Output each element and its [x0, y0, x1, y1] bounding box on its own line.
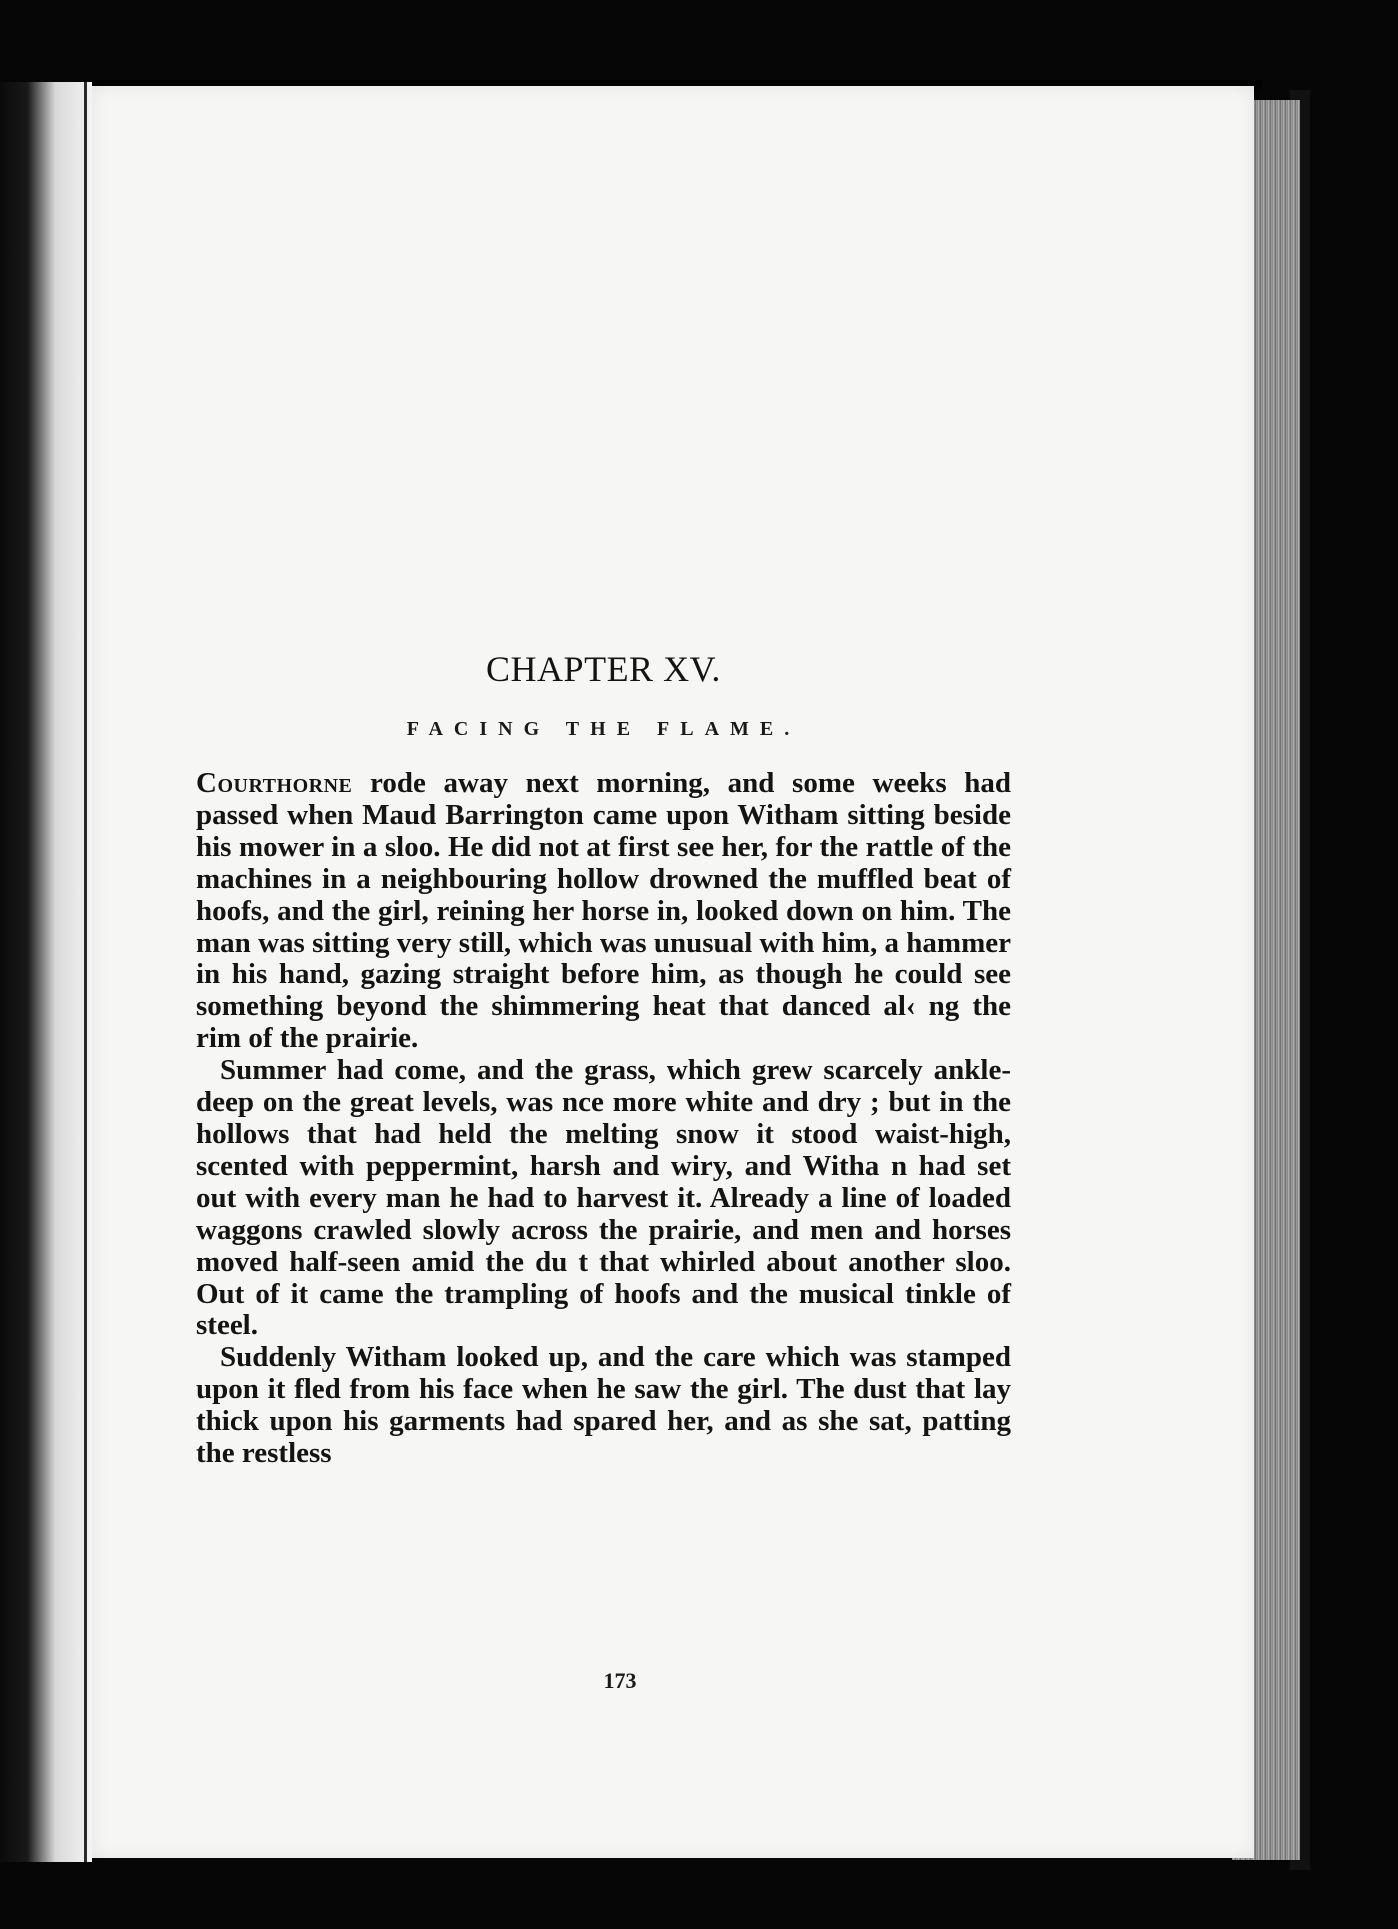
- paragraph-2: Summer had come, and the grass, which grew scarcely ankle-deep on the great levels, was nce more white and dry ; but in the hollows that had held the melting snow it stood waist-high, scented with peppermint, harsh and wiry, and Witha n had set out with every man he had to harvest it. Already a line of loaded waggons crawled slowly across the prairie, and men and horses moved half-seen amid the du t that whirled about another sloo. Out of it came the trampling of hoofs and the musical tinkle of steel.: [196, 1054, 1011, 1342]
- paragraph-3: Suddenly Witham looked up, and the care which was stamped upon it fled from his face when he saw the girl. The dust that lay thick upon his garments had spared her, and as she sat, patting the restless: [196, 1341, 1011, 1470]
- chapter-subtitle: FACING THE FLAME.: [406, 718, 801, 740]
- opening-word: Courthorne: [196, 767, 353, 799]
- page-number: 173: [603, 1668, 637, 1693]
- paragraph-1-text: rode away next morning, and some weeks had passed when Maud Barrington came upon Witham sitting beside his mower in a sloo. He did not at first see her, for the rattle of the machines in a neighbouring hollow drowned the muffled beat of hoofs, and the girl, reining her horse in, looked down on him. The man was sitting very still, which was unusual with him, a hammer in his hand, gazing straight before him, as though he could see something beyond the shimmering heat that danced al‹ ng the rim of the prairie.: [196, 767, 1011, 1055]
- chapter-body: [196, 768, 1011, 1470]
- paragraph-1: [196, 768, 1011, 1055]
- chapter-title: CHAPTER XV.: [486, 649, 721, 689]
- left-page-edge: [0, 82, 92, 1862]
- gutter-line: [84, 82, 87, 1862]
